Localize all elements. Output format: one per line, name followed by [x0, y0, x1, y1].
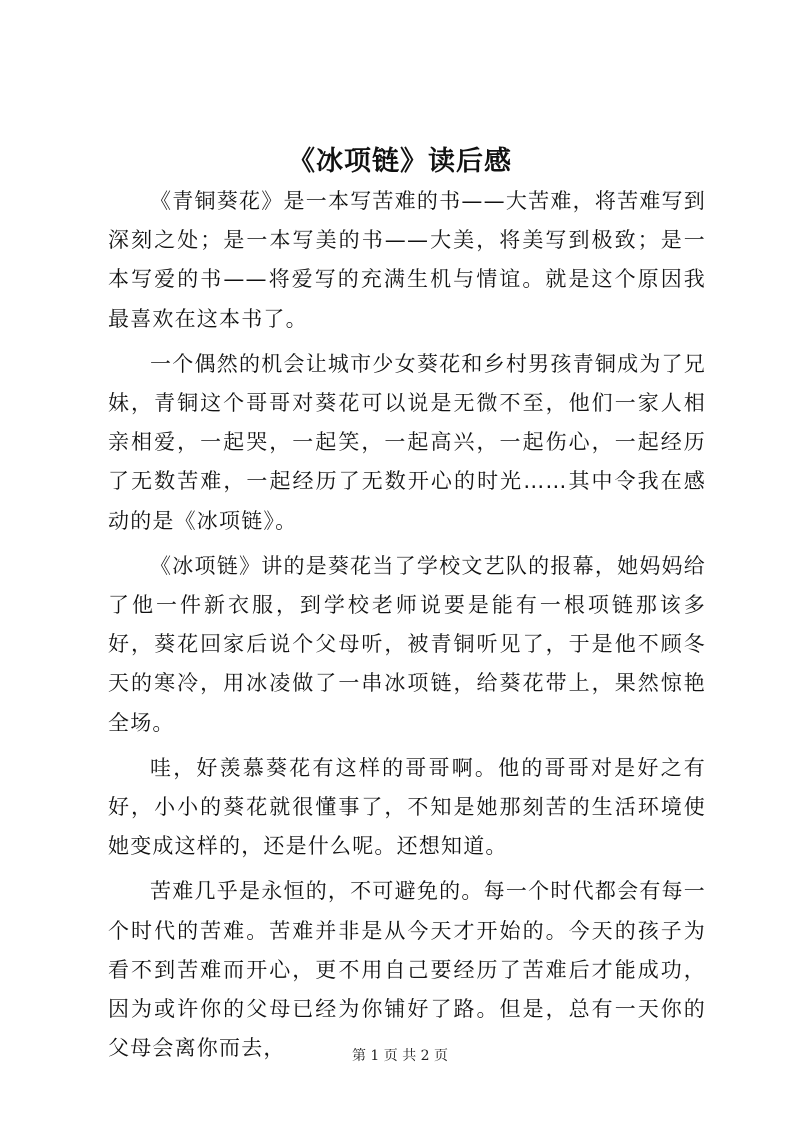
paragraph-2: 一个偶然的机会让城市少女葵花和乡村男孩青铜成为了兄妹，青铜这个哥哥对葵花可以说是无微不至，他们一家人相亲相爱，一起哭，一起笑，一起高兴，一起伤心，一起经历了无数苦难，一起经历了无数开心的时光……其中令我在感动的是《冰项链》。 — [108, 351, 706, 533]
document-body — [108, 182, 706, 1074]
paragraph-1: 《青铜葵花》是一本写苦难的书——大苦难，将苦难写到深刻之处；是一本写美的书——大美，将美写到极致；是一本写爱的书——将爱写的充满生机与情谊。就是这个原因我最喜欢在这本书了。 — [108, 189, 706, 331]
page-number-footer: 第 1 页 共 2 页 — [351, 1048, 449, 1064]
document-title: 《冰项链》读后感 — [288, 146, 512, 177]
paragraph-4: 哇，好羡慕葵花有这样的哥哥啊。他的哥哥对是好之有好，小小的葵花就很懂事了，不知是她那刻苦的生活环境使她变成这样的，还是什么呢。还想知道。 — [108, 755, 706, 859]
paragraph-3: 《冰项链》讲的是葵花当了学校文艺队的报幕，她妈妈给了他一件新衣服，到学校老师说要是能有一根项链那该多好，葵花回家后说个父母听，被青铜听见了，于是他不顾冬天的寒冷，用冰凌做了一串冰项链，给葵花带上，果然惊艳全场。 — [108, 553, 706, 735]
paragraph-5: 苦难几乎是永恒的，不可避免的。每一个时代都会有每一个时代的苦难。苦难并非是从今天才开始的。今天的孩子为看不到苦难而开心，更不用自己要经历了苦难后才能成功，因为或许你的父母已经为你铺好了路。但是，总有一天你的父母会离你而去， — [108, 879, 706, 1061]
